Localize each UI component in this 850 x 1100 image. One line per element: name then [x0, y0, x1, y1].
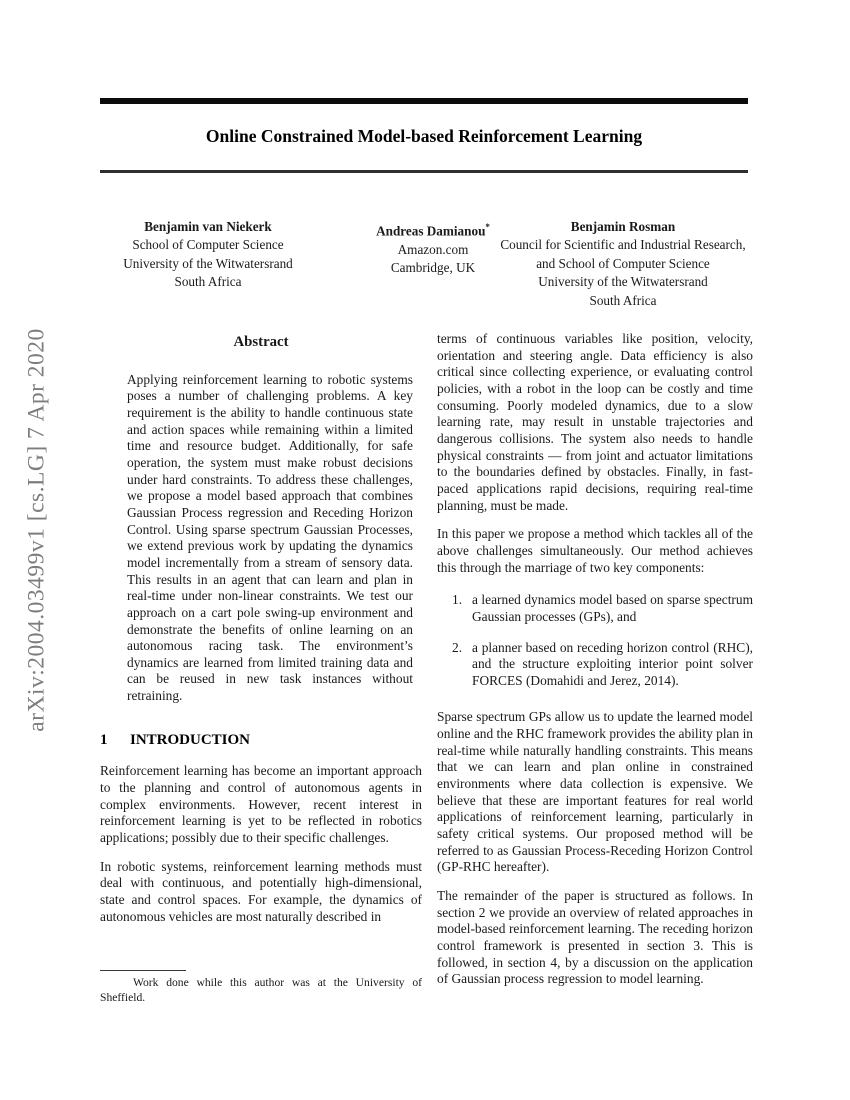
author-name-text: Andreas Damianou — [376, 223, 486, 239]
author-affiliation-line: University of the Witwatersrand — [123, 255, 293, 271]
list-number: 2. — [452, 639, 463, 655]
list-text: a learned dynamics model based on sparse spectrum Gaussian processes (GPs), and — [472, 592, 753, 624]
list-text: a planner based on receding horizon control (RHC), and the structure exploiting interior point solver FORCES (Domahidi and Jerez, 2014). — [472, 639, 753, 688]
footnote-block — [100, 970, 422, 1005]
author-name: Benjamin van Niekerk — [144, 219, 272, 234]
footnote-text: Work done while this author was at the University of Sheffield. — [100, 976, 422, 1004]
author-affiliation-line: Cambridge, UK — [390, 260, 476, 276]
author-affiliation-line: Amazon.com — [397, 241, 469, 257]
footnote-rule — [100, 970, 186, 971]
list-item — [437, 592, 753, 625]
right-column — [437, 331, 753, 1000]
authors-block — [100, 218, 748, 318]
author-affiliation-line: and School of Computer Science — [536, 255, 710, 271]
author-block-rosman — [498, 218, 748, 310]
arxiv-watermark: arXiv:2004.03499v1 [cs.LG] 7 Apr 2020 — [23, 328, 50, 732]
abstract-heading: Abstract — [233, 334, 289, 350]
author-block-van-niekerk — [100, 218, 316, 292]
author-affiliation-line: Council for Scientific and Industrial Research, — [500, 237, 746, 253]
list-number: 1. — [452, 592, 463, 608]
body-paragraph: Sparse spectrum GPs allow us to update the learned model online and the RHC framework provides the ability plan in real-time while naturally handling constraints. This means that we can learn and plan online in constrained environments where data collection is expensive. We believe that these are important features for real world applications of reinforcement learning, particularly in safety critical systems. Our proposed method will be referred to as Gaussian Process-Receding Horizon Control (GP-RHC hereafter). — [437, 709, 753, 875]
section-title: INTRODUCTION — [130, 731, 251, 748]
author-name: Benjamin Rosman — [570, 219, 676, 234]
author-affiliation-line: South Africa — [174, 274, 242, 290]
section-heading-introduction — [100, 732, 422, 749]
author-footnote-mark: * — [485, 222, 490, 232]
body-paragraph: The remainder of the paper is structured as follows. In section 2 we provide an overview of related approaches in model-based reinforcement learning. The receding horizon control framework is presented in section 3. This is followed, in section 4, by a discussion on the application of Gaussian process regression to model learning. — [437, 888, 753, 987]
author-affiliation-line: University of the Witwatersrand — [538, 274, 708, 290]
list-item — [437, 640, 753, 690]
author-affiliation-line: School of Computer Science — [132, 237, 284, 253]
section-number: 1 — [100, 731, 108, 748]
body-paragraph: terms of continuous variables like position, velocity, orientation and steering angle. Data efficiency is also critical since collecting experience, or evaluating control policies, with a robot in the loop can be costly and time consuming. Poorly modeled dynamics, due to a slow learning rate, may result in unstable trajectories and dangerous collisions. The system also needs to handle physical constraints — from joint and actuator limitations to the boundaries defined by obstacles. Finally, in fast-paced applications rapid decisions, requiring real-time planning, must be made. — [437, 331, 753, 513]
top-rule — [100, 98, 748, 104]
body-paragraph: In this paper we propose a method which tackles all of the above challenges simultaneously. Our method achieves this through the marriage of two key components: — [437, 526, 753, 575]
key-components-list — [437, 592, 753, 689]
title-rule — [100, 170, 748, 173]
left-column — [100, 334, 422, 937]
abstract-text: Applying reinforcement learning to robotic systems poses a number of challenging problems. A key requirement is the ability to handle continuous state and action spaces while remaining within a limited time and resource budget. Additionally, for safe operation, the system must make robust decisions under hard constraints. To address these challenges, we propose a model based approach that combines Gaussian Process regression and Receding Horizon Control. Using sparse spectrum Gaussian Processes, we extend previous work by updating the dynamics model incrementally from a stream of sensory data. This results in an agent that can learn and plan in real-time under non-linear constraints. We test our approach on a cart pole swing-up environment and demonstrate the benefits of online learning on an autonomous racing task. The environment’s dynamics are learned from limited training data and can be reused in new task instances without retraining. — [127, 371, 413, 704]
paper-title: Online Constrained Model-based Reinforcement Learning — [205, 126, 643, 146]
author-affiliation-line: South Africa — [589, 292, 657, 308]
intro-paragraph-2: In robotic systems, reinforcement learning methods must deal with continuous, and potentially high-dimensional, state and control spaces. For example, the dynamics of autonomous vehicles are most naturally described in — [100, 858, 422, 924]
intro-paragraph-1: Reinforcement learning has become an important approach to the planning and control of autonomous agents in complex environments. However, recent interest in reinforcement learning is yet to be reflected in robotics applications; possibly due to their specific challenges. — [100, 763, 422, 846]
